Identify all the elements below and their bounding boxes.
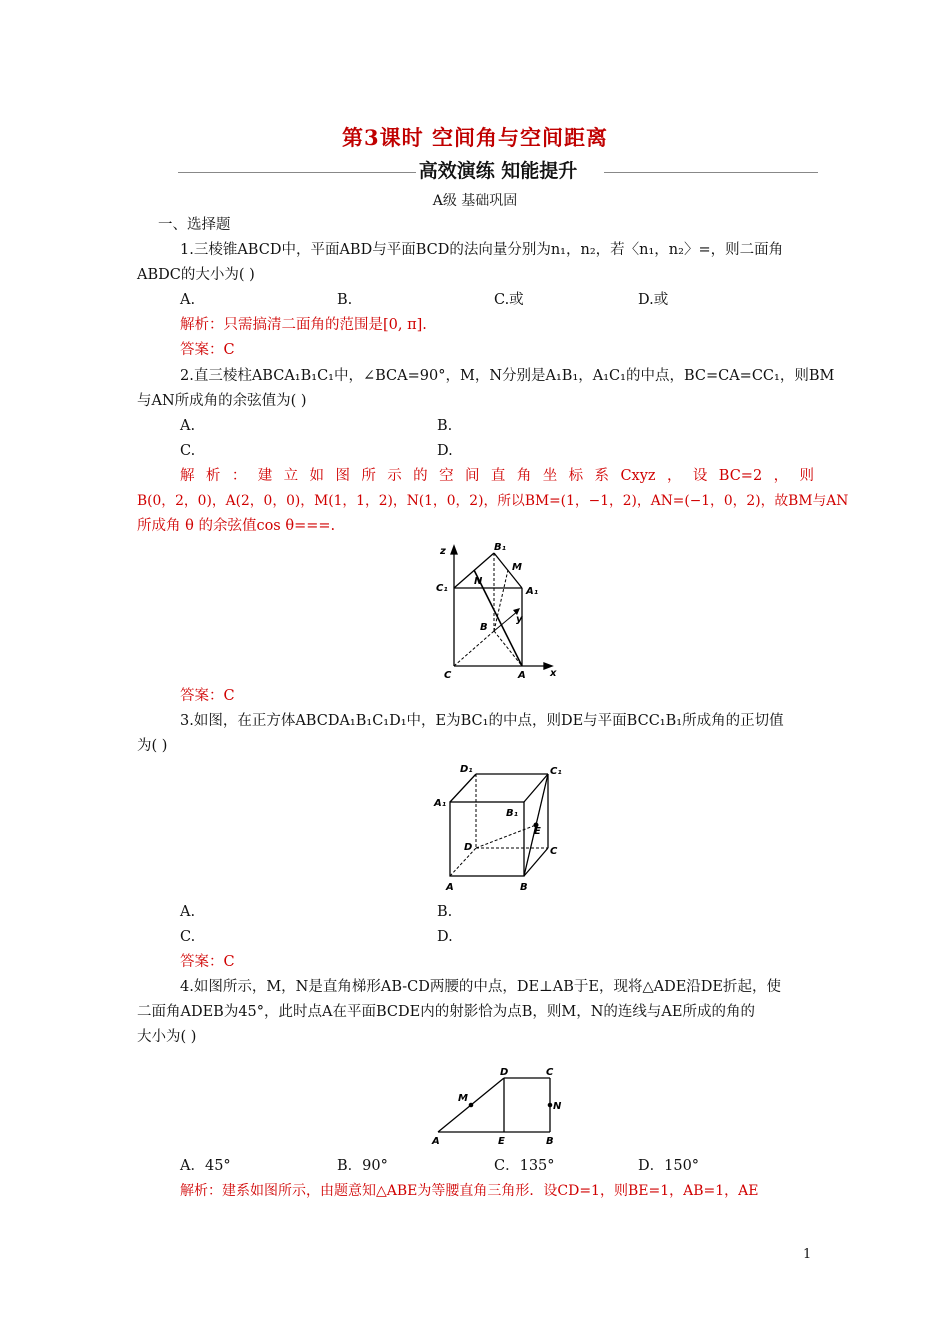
- q1-option-d: D.或: [638, 292, 669, 308]
- label-x: x: [550, 668, 557, 679]
- point-n: [548, 1103, 553, 1108]
- segment-bm: [494, 570, 508, 631]
- q2-analysis-line2: B(0，2，0)，A(2，0，0)，M(1，1，2)，N(1，0，2)，所以BM=(1，−1，2)，AN=(−1，0，2)，故BM与AN: [137, 493, 849, 509]
- label-n: N: [474, 576, 483, 587]
- label-z: z: [440, 546, 446, 557]
- q2-analysis-line3: 所成角 θ 的余弦值cos θ===.: [137, 518, 336, 534]
- q1-analysis: 解析：只需搞清二面角的范围是[0, π].: [180, 317, 427, 333]
- page-title: 第3课时 空间角与空间距离: [342, 125, 608, 150]
- label-c: C: [444, 670, 452, 680]
- label-a1: A₁: [434, 798, 447, 809]
- q2-option-c: C.: [180, 443, 196, 459]
- q1-stem-line1: 1.三棱锥ABCD中，平面ABD与平面BCD的法向量分别为n₁，n₂，若〈n₁，n₂〉=，则二面角: [180, 242, 784, 258]
- q3-answer: 答案：C: [180, 954, 235, 970]
- q4-analysis: 解析：建系如图所示，由题意知△ABE为等腰直角三角形．设CD=1，则BE=1，AB=1，AE: [180, 1183, 759, 1199]
- label-m: M: [458, 1093, 468, 1104]
- q2-stem-line2: 与AN所成角的余弦值为( ): [137, 393, 307, 409]
- edge-c-b: [454, 631, 494, 666]
- label-b1: B₁: [506, 808, 519, 819]
- label-c1: C₁: [550, 766, 562, 777]
- point-m: [469, 1103, 474, 1108]
- q3-option-c: C.: [180, 929, 196, 945]
- q4-stem-line2: 二面角ADEB为45°，此时点A在平面BCDE内的射影恰为点B，则M，N的连线与AE所成的角的: [137, 1004, 755, 1020]
- q3-option-a: A.: [180, 904, 196, 920]
- label-a: A: [446, 882, 454, 893]
- label-e: E: [534, 826, 541, 837]
- q3-stem-line1: 3.如图，在正方体ABCDA₁B₁C₁D₁中，E为BC₁的中点，则DE与平面BCC₁B₁所成角的正切值: [180, 713, 784, 729]
- q3-option-d: D.: [437, 929, 453, 945]
- q2-answer: 答案：C: [180, 688, 235, 704]
- q4-option-b: B．90°: [337, 1158, 388, 1174]
- label-b: B: [520, 882, 528, 893]
- q2-stem-line1: 2.直三棱柱ABCA₁B₁C₁中，∠BCA=90°，M，N分别是A₁B₁，A₁C₁的中点，BC=CA=CC₁，则BM: [180, 368, 835, 384]
- label-a: A: [518, 670, 526, 680]
- q2-option-a: A.: [180, 418, 196, 434]
- label-c1: C₁: [436, 583, 448, 594]
- section-banner: [178, 156, 818, 186]
- q4-option-c: C．135°: [494, 1158, 555, 1174]
- q1-option-c: C.或: [494, 292, 524, 308]
- edge-a1-d1: [450, 774, 476, 802]
- label-b: B: [546, 1136, 554, 1147]
- label-d: D: [500, 1067, 509, 1078]
- label-c: C: [550, 846, 558, 857]
- q2-option-d: D.: [437, 443, 453, 459]
- label-d: D: [464, 842, 473, 853]
- label-b1: B₁: [494, 542, 507, 553]
- prism-figure: [430, 540, 570, 680]
- label-n: N: [553, 1101, 562, 1112]
- cube-figure: [430, 760, 570, 896]
- label-a1: A₁: [526, 586, 539, 597]
- label-b: B: [480, 622, 488, 633]
- label-d1: D₁: [460, 764, 473, 775]
- banner-text: 高效演练 知能提升: [418, 160, 578, 182]
- q4-stem-line3: 大小为( ): [137, 1029, 197, 1045]
- label-e: E: [498, 1136, 505, 1147]
- q2-analysis-line1: 解析：建立如图所示的空间直角坐标系Cxyz，设BC=2，则: [180, 468, 814, 484]
- section-heading: 一、选择题: [158, 217, 231, 233]
- q4-option-a: A．45°: [180, 1158, 231, 1174]
- page-number: 1: [803, 1247, 812, 1262]
- label-a: A: [432, 1136, 440, 1147]
- q1-option-b: B.: [337, 292, 353, 308]
- q1-option-a: A.: [180, 292, 196, 308]
- q4-option-d: D．150°: [638, 1158, 700, 1174]
- segment-de: [476, 825, 536, 848]
- q1-stem-line2: ABDC的大小为( ): [137, 267, 255, 283]
- z-arrow: [451, 546, 457, 554]
- label-c: C: [546, 1067, 554, 1078]
- q2-option-b: B.: [437, 418, 453, 434]
- q1-answer: 答案：C: [180, 342, 235, 358]
- q3-option-b: B.: [437, 904, 453, 920]
- q3-stem-line2: 为( ): [137, 738, 168, 754]
- label-y: y: [516, 614, 523, 625]
- q4-stem-line1: 4.如图所示，M，N是直角梯形AB-CD两腰的中点，DE⊥AB于E，现将△ADE沿DE折起，使: [180, 979, 781, 995]
- level-heading: A级 基础巩固: [432, 193, 518, 209]
- trapezoid-figure: [428, 1064, 578, 1148]
- label-m: M: [512, 562, 522, 573]
